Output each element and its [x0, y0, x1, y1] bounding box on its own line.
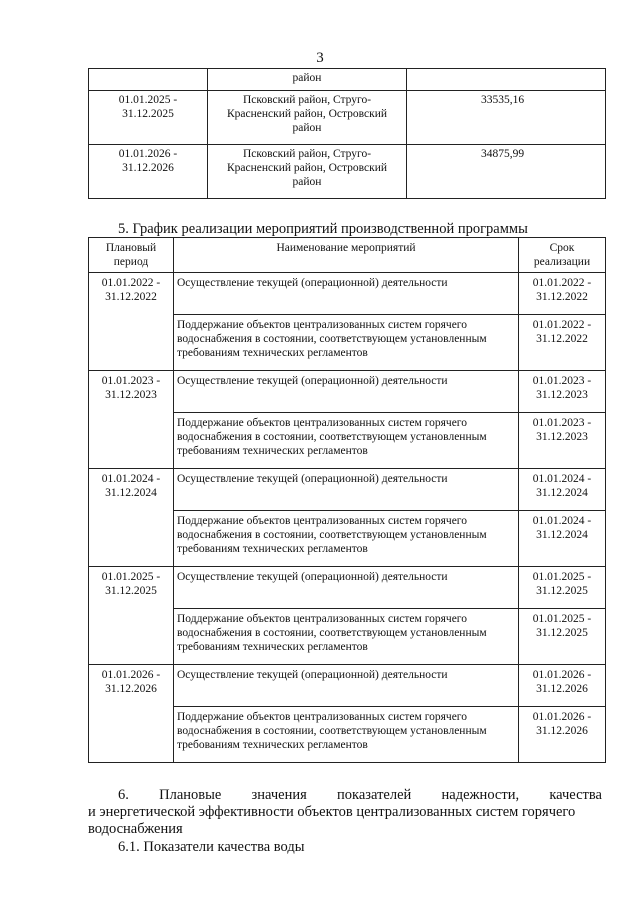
area-cell: Псковский район, Струго-Красненский район, Островский район [208, 145, 407, 199]
header-activity: Наименование мероприятий [174, 238, 519, 273]
section-6-first-line [88, 787, 602, 804]
term-cell: 01.01.2026 - 31.12.2026 [519, 665, 606, 707]
section-6-rest: и энергетической эффективности объектов централизованных систем горячего водоснабжения [88, 804, 576, 837]
activity-cell: Поддержание объектов централизованных систем горячего водоснабжения в состоянии, соответствующем установленным требованиям технических регламентов [174, 707, 519, 763]
activity-cell: Поддержание объектов централизованных систем горячего водоснабжения в состоянии, соответствующем установленным требованиям технических регламентов [174, 413, 519, 469]
term-cell: 01.01.2026 - 31.12.2026 [519, 707, 606, 763]
period-cell: 01.01.2026 - 31.12.2026 [89, 665, 174, 763]
section-6-paragraph [88, 787, 602, 838]
table-row [89, 69, 606, 91]
activity-cell: Поддержание объектов централизованных систем горячего водоснабжения в состоянии, соответствующем установленным требованиям технических регламентов [174, 315, 519, 371]
section-5-title: 5. График реализации мероприятий производственной программы [118, 221, 528, 237]
activity-cell: Осуществление текущей (операционной) деятельности [174, 567, 519, 609]
term-cell: 01.01.2025 - 31.12.2025 [519, 567, 606, 609]
term-cell: 01.01.2022 - 31.12.2022 [519, 273, 606, 315]
table-row [89, 91, 606, 145]
period-cell: 01.01.2024 - 31.12.2024 [89, 469, 174, 567]
amount-cell: 34875,99 [407, 145, 606, 199]
activity-cell: Поддержание объектов централизованных систем горячего водоснабжения в состоянии, соответствующем установленным требованиям технических регламентов [174, 609, 519, 665]
page-number: 3 [316, 50, 324, 66]
table-row [89, 273, 606, 315]
area-cell: район [208, 69, 407, 91]
term-cell: 01.01.2023 - 31.12.2023 [519, 413, 606, 469]
section-6-word: показателей [337, 787, 412, 803]
term-cell: 01.01.2025 - 31.12.2025 [519, 609, 606, 665]
term-cell: 01.01.2022 - 31.12.2022 [519, 315, 606, 371]
header-period: Плановый период [89, 238, 174, 273]
period-cell: 01.01.2025 - 31.12.2025 [89, 567, 174, 665]
period-cell [89, 69, 208, 91]
activity-cell: Осуществление текущей (операционной) деятельности [174, 273, 519, 315]
activity-cell: Осуществление текущей (операционной) деятельности [174, 469, 519, 511]
table-header-row [89, 238, 606, 273]
section-6-word: качества [549, 787, 602, 803]
term-cell: 01.01.2024 - 31.12.2024 [519, 469, 606, 511]
section-6-1-title: 6.1. Показатели качества воды [118, 839, 305, 855]
section-6-word: надежности, [441, 787, 520, 803]
activity-cell: Осуществление текущей (операционной) деятельности [174, 371, 519, 413]
term-cell: 01.01.2024 - 31.12.2024 [519, 511, 606, 567]
table-row [89, 469, 606, 511]
section-6-word: значения [251, 787, 307, 803]
table-row [89, 145, 606, 199]
table-row [89, 371, 606, 413]
table-row [89, 665, 606, 707]
period-cell: 01.01.2025 - 31.12.2025 [89, 91, 208, 145]
period-cell: 01.01.2023 - 31.12.2023 [89, 371, 174, 469]
area-cell: Псковский район, Струго-Красненский район, Островский район [208, 91, 407, 145]
section-6-word: Плановые [159, 787, 222, 803]
period-cell: 01.01.2022 - 31.12.2022 [89, 273, 174, 371]
amount-cell [407, 69, 606, 91]
header-term: Срок реализации [519, 238, 606, 273]
funding-table [88, 68, 606, 199]
amount-cell: 33535,16 [407, 91, 606, 145]
term-cell: 01.01.2023 - 31.12.2023 [519, 371, 606, 413]
activity-cell: Поддержание объектов централизованных систем горячего водоснабжения в состоянии, соответствующем установленным требованиям технических регламентов [174, 511, 519, 567]
table-row [89, 567, 606, 609]
activity-cell: Осуществление текущей (операционной) деятельности [174, 665, 519, 707]
period-cell: 01.01.2026 - 31.12.2026 [89, 145, 208, 199]
section-6-word: 6. [118, 787, 129, 803]
schedule-table [88, 237, 606, 763]
